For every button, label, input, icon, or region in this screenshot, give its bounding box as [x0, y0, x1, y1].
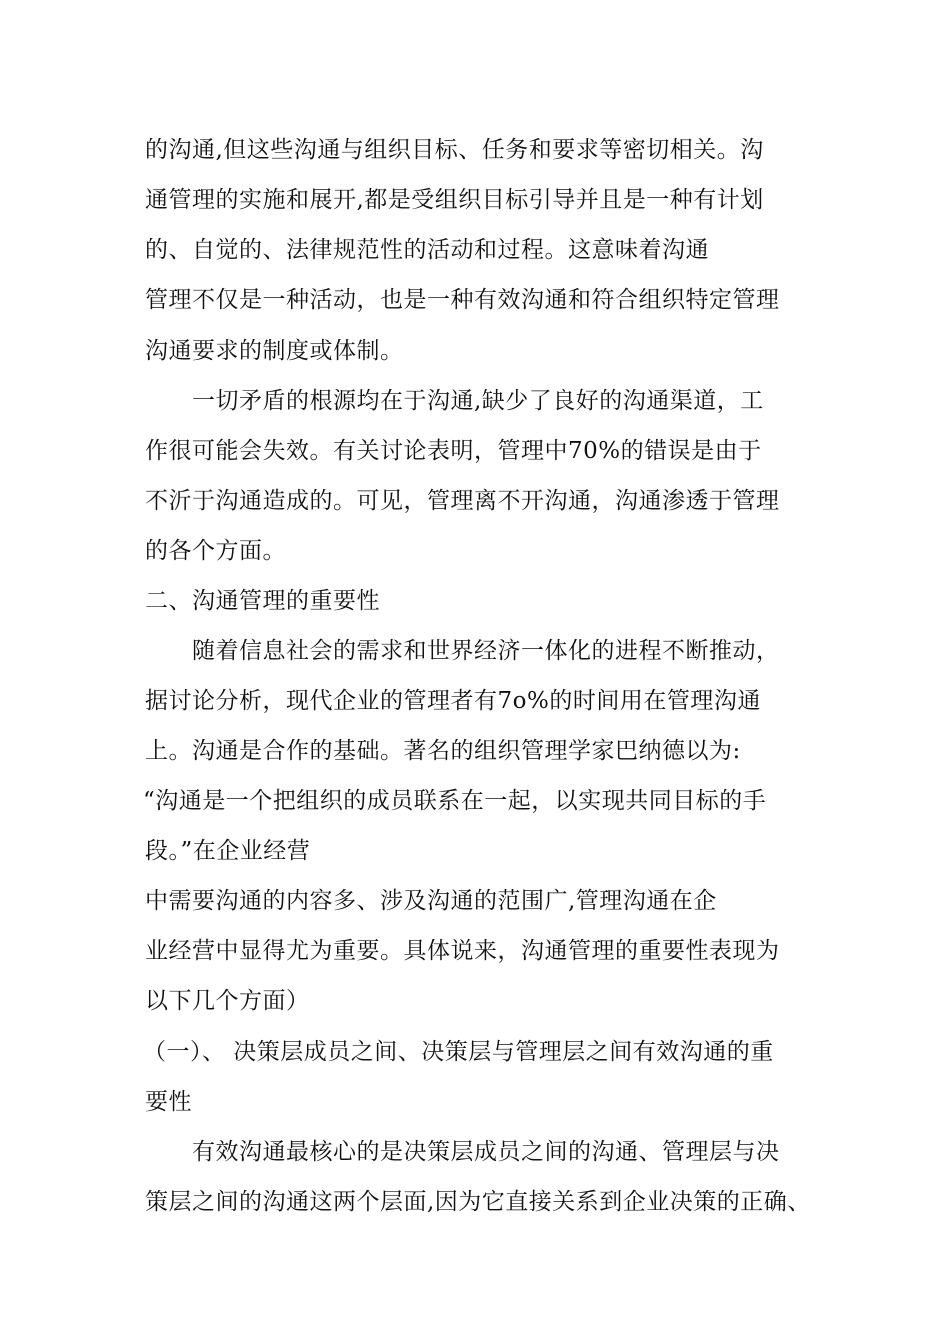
- body-text-line: 业经营中显得尤为重要。具体说来，沟通管理的重要性表现为: [145, 938, 780, 964]
- paragraph-first-line: 随着信息社会的需求和世界经济一体化的进程不断推动，: [192, 638, 780, 664]
- body-text-line: 的沟通,但这些沟通与组织目标、任务和要求等密切相关。沟: [145, 137, 764, 163]
- body-text-line: 的各个方面。: [145, 538, 286, 564]
- body-text-line: 中需要沟通的内容多、涉及沟通的范围广,管理沟通在企: [145, 888, 717, 914]
- body-text-line: 据讨论分析，现代企业的管理者有7o%的时间用在管理沟通: [145, 688, 761, 714]
- body-text-line: 通管理的实施和展开,都是受组织目标引导并且是一种有计划: [145, 187, 764, 213]
- subsection-heading: （一）、 决策层成员之间、决策层与管理层之间有效沟通的重: [143, 1039, 774, 1065]
- body-text-line: 作很可能会失效。有关讨论表明，管理中70%的错误是由于: [145, 438, 762, 464]
- body-text-line: 的、自觉的、法律规范性的活动和过程。这意味着沟通: [145, 237, 709, 263]
- body-text-line: 沟通要求的制度或体制。: [145, 338, 404, 364]
- body-text-line: 以下几个方面）: [145, 988, 310, 1014]
- paragraph-first-line: 有效沟通最核心的是决策层成员之间的沟通、管理层与决: [192, 1139, 780, 1165]
- section-heading: 二、沟通管理的重要性: [145, 588, 380, 614]
- body-text-line: 上。沟通是合作的基础。著名的组织管理学家巴纳德以为:: [145, 738, 741, 764]
- body-text-line: 不沂于沟通造成的。可见，管理离不开沟通，沟通渗透于管理: [145, 488, 780, 514]
- body-text-line: 策层之间的沟通这两个层面,因为它直接关系到企业决策的正确、: [145, 1189, 811, 1215]
- paragraph-first-line: 一切矛盾的根源均在于沟通,缺少了良好的沟通渠道，工: [192, 388, 764, 414]
- body-text-line: 管理不仅是一种活动，也是一种有效沟通和符合组织特定管理: [145, 287, 780, 313]
- quote-line: “沟通是一个把组织的成员联系在一起，以实现共同目标的手: [143, 788, 767, 814]
- subsection-heading-continuation: 要性: [145, 1089, 192, 1115]
- body-text-line: 段。”在企业经营: [145, 838, 311, 864]
